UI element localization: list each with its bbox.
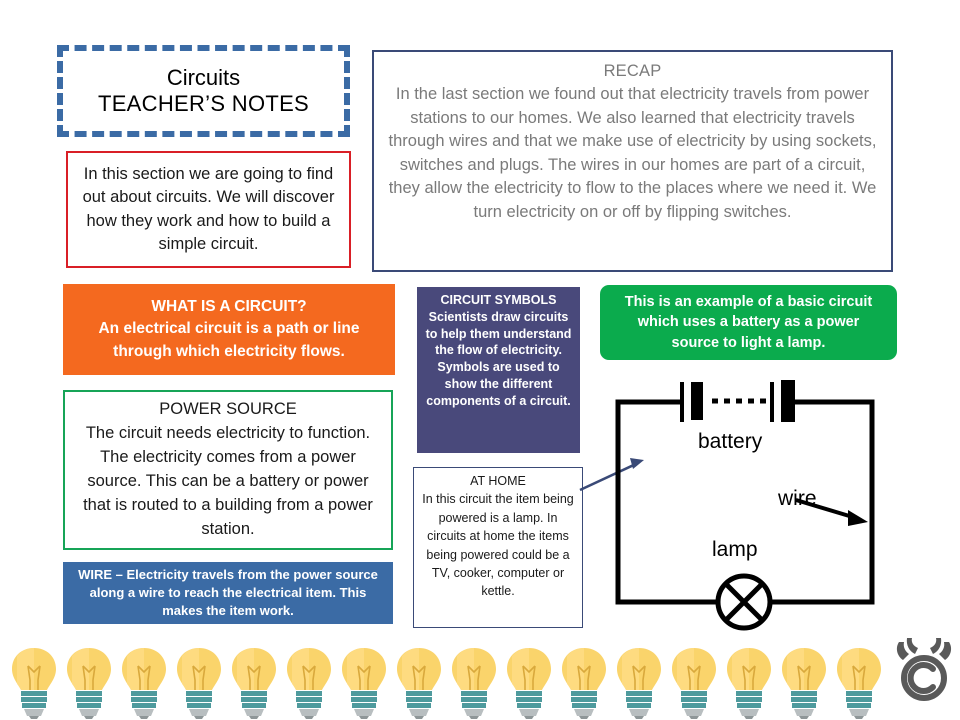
lightbulb-icon — [8, 646, 60, 720]
title-box — [57, 45, 350, 137]
at-home-body: In this circuit the item being powered is a lamp. In circuits at home the items being powered could be a TV, cooker, computer or kettle. — [422, 492, 574, 599]
recap-heading: RECAP — [603, 62, 662, 80]
lightbulb-icon — [173, 646, 225, 720]
circuit-symbols-body: Scientists draw circuits to help them understand the flow of electricity. Symbols are used to show the different components of a circuit. — [425, 309, 572, 408]
title-line-1: Circuits — [166, 65, 241, 91]
what-is-a-circuit-box — [63, 284, 395, 375]
lightbulb-icon — [283, 646, 335, 720]
recap-body: In the last section we found out that electricity travels from power stations to our homes. We also learned that electricity travels through wires and that we make use of electricity by using sockets, switches and plugs. The wires in our homes are part of a circuit, they allow the electricity to flow to the places where we need it. We turn electricity on or off by flipping switches. — [388, 85, 877, 221]
circuit-symbols-heading: CIRCUIT SYMBOLS — [440, 293, 557, 307]
power-source-box — [63, 390, 393, 550]
battery-symbol — [670, 380, 800, 422]
power-source-body: The circuit needs electricity to function. The electricity comes from a power source. This can be a battery or power that is routed to a building from a power station. — [83, 423, 373, 538]
copyright-moose-logo — [893, 636, 955, 706]
lightbulb-icon — [448, 646, 500, 720]
wire-box — [63, 562, 393, 624]
intro-text: In this section we are going to find out about circuits. We will discover how they work and how to build a simple circuit. — [82, 164, 335, 253]
what-is-a-circuit-heading: WHAT IS A CIRCUIT? — [151, 297, 307, 315]
lightbulb-icon — [228, 646, 280, 720]
lightbulb-icon — [558, 646, 610, 720]
recap-box — [372, 50, 893, 272]
lamp-label: lamp — [712, 538, 758, 561]
lightbulb-icon — [503, 646, 555, 720]
lamp-symbol — [718, 576, 770, 628]
lightbulb-icon — [118, 646, 170, 720]
circuit-symbols-box — [417, 287, 580, 453]
lightbulb-decoration-strip — [0, 642, 960, 720]
lightbulb-icon — [833, 646, 885, 720]
intro-box — [66, 151, 351, 268]
lightbulb-icon — [393, 646, 445, 720]
lightbulb-icon — [723, 646, 775, 720]
lightbulb-icon — [338, 646, 390, 720]
connector-arrow — [580, 458, 644, 490]
circuit-diagram — [560, 370, 960, 640]
wire-text: WIRE – Electricity travels from the power source along a wire to reach the electrical item. This makes the item work. — [78, 566, 378, 619]
wire-label: wire — [778, 487, 817, 510]
lightbulb-icon — [778, 646, 830, 720]
title-line-2: TEACHER’S NOTES — [97, 91, 310, 116]
at-home-box — [413, 467, 583, 628]
lightbulb-icon — [668, 646, 720, 720]
what-is-a-circuit-body: An electrical circuit is a path or line through which electricity flows. — [98, 320, 360, 360]
at-home-heading: AT HOME — [470, 474, 526, 488]
example-circuit-box — [600, 285, 897, 360]
power-source-heading: POWER SOURCE — [159, 400, 297, 418]
example-circuit-text: This is an example of a basic circuit which uses a battery as a power source to light a lamp. — [624, 293, 873, 351]
battery-label: battery — [698, 430, 763, 453]
lightbulb-icon — [613, 646, 665, 720]
lightbulb-icon — [63, 646, 115, 720]
